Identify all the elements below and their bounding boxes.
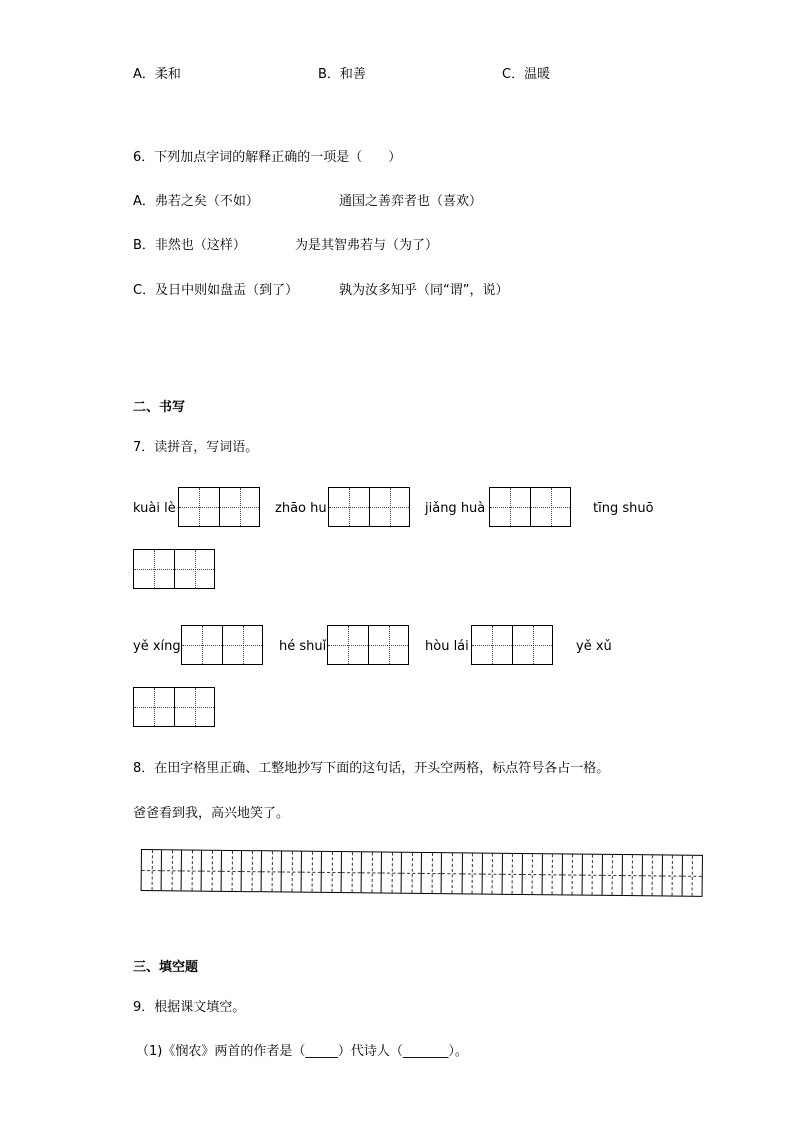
- q9-item-1: （1)《悯农》两首的作者是（_____）代诗人（_______）。: [136, 1044, 468, 1059]
- q6-option-b-part2: 为是其智弗若与（为了）: [295, 238, 439, 253]
- tianzige-box[interactable]: [471, 625, 553, 665]
- writing-cell[interactable]: [621, 855, 641, 895]
- copy-writing-grid[interactable]: [141, 849, 703, 897]
- writing-cell[interactable]: [301, 852, 321, 892]
- q6-option-c-part2: 孰为汝多知乎（同“谓”，说）: [339, 283, 509, 298]
- writing-cell[interactable]: [601, 855, 621, 895]
- q9-stem: 9．根据课文填空。: [133, 1000, 246, 1015]
- q6-option-c-part1: C．及日中则如盘盂（到了）: [133, 283, 299, 298]
- q7-stem: 7．读拼音，写词语。: [133, 440, 259, 455]
- pinyin-label: yě xíng: [133, 639, 181, 654]
- pinyin-label: yě xǔ: [576, 639, 612, 654]
- q5-option-b: B．和善: [318, 67, 366, 82]
- writing-cell[interactable]: [501, 854, 521, 894]
- writing-cell[interactable]: [541, 854, 561, 894]
- q8-sentence: 爸爸看到我，高兴地笑了。: [133, 806, 290, 821]
- writing-cell[interactable]: [521, 854, 541, 894]
- pinyin-label: hé shuǐ: [279, 639, 327, 654]
- section-title-writing: 二、书写: [133, 400, 186, 415]
- pinyin-label: tīng shuō: [593, 501, 654, 516]
- q6-stem: 6．下列加点字词的解释正确的一项是（ ）: [133, 150, 402, 165]
- q6-option-b-part1: B．非然也（这样）: [133, 238, 246, 253]
- pinyin-label: jiǎng huà: [425, 501, 486, 516]
- q5-option-c: C．温暖: [502, 67, 551, 82]
- writing-cell[interactable]: [381, 853, 401, 893]
- writing-cell[interactable]: [221, 851, 241, 891]
- writing-cell[interactable]: [241, 851, 261, 891]
- writing-cell[interactable]: [581, 855, 601, 895]
- q8-stem: 8．在田字格里正确、工整地抄写下面的这句话，开头空两格，标点符号各占一格。: [133, 761, 610, 776]
- writing-cell[interactable]: [641, 855, 661, 895]
- writing-cell[interactable]: [661, 855, 681, 895]
- section-title-fill-blank: 三、填空题: [133, 960, 199, 975]
- tianzige-box[interactable]: [133, 687, 215, 727]
- writing-cell[interactable]: [161, 850, 181, 890]
- q5-option-a: A．柔和: [133, 67, 181, 82]
- writing-cell[interactable]: [561, 854, 581, 894]
- writing-cell[interactable]: [261, 851, 281, 891]
- tianzige-box[interactable]: [327, 625, 409, 665]
- tianzige-box[interactable]: [178, 487, 260, 527]
- tianzige-box[interactable]: [328, 487, 410, 527]
- writing-cell[interactable]: [281, 851, 301, 891]
- writing-cell[interactable]: [341, 852, 361, 892]
- writing-cell[interactable]: [681, 856, 701, 896]
- writing-cell[interactable]: [321, 852, 341, 892]
- writing-cell[interactable]: [142, 850, 161, 890]
- q6-option-a-part2: 通国之善弈者也（喜欢）: [339, 194, 483, 209]
- writing-cell[interactable]: [481, 854, 501, 894]
- pinyin-label: hòu lái: [425, 639, 469, 654]
- tianzige-box[interactable]: [489, 487, 571, 527]
- writing-cell[interactable]: [461, 853, 481, 893]
- writing-cell[interactable]: [401, 853, 421, 893]
- pinyin-label: zhāo hu: [275, 501, 327, 516]
- writing-cell[interactable]: [441, 853, 461, 893]
- writing-cell[interactable]: [201, 851, 221, 891]
- tianzige-box[interactable]: [181, 625, 263, 665]
- writing-cell[interactable]: [181, 850, 201, 890]
- writing-cell[interactable]: [361, 852, 381, 892]
- pinyin-label: kuài lè: [133, 501, 176, 516]
- writing-cell[interactable]: [421, 853, 441, 893]
- tianzige-box[interactable]: [133, 549, 215, 589]
- q6-option-a-part1: A．弗若之矣（不如）: [133, 194, 259, 209]
